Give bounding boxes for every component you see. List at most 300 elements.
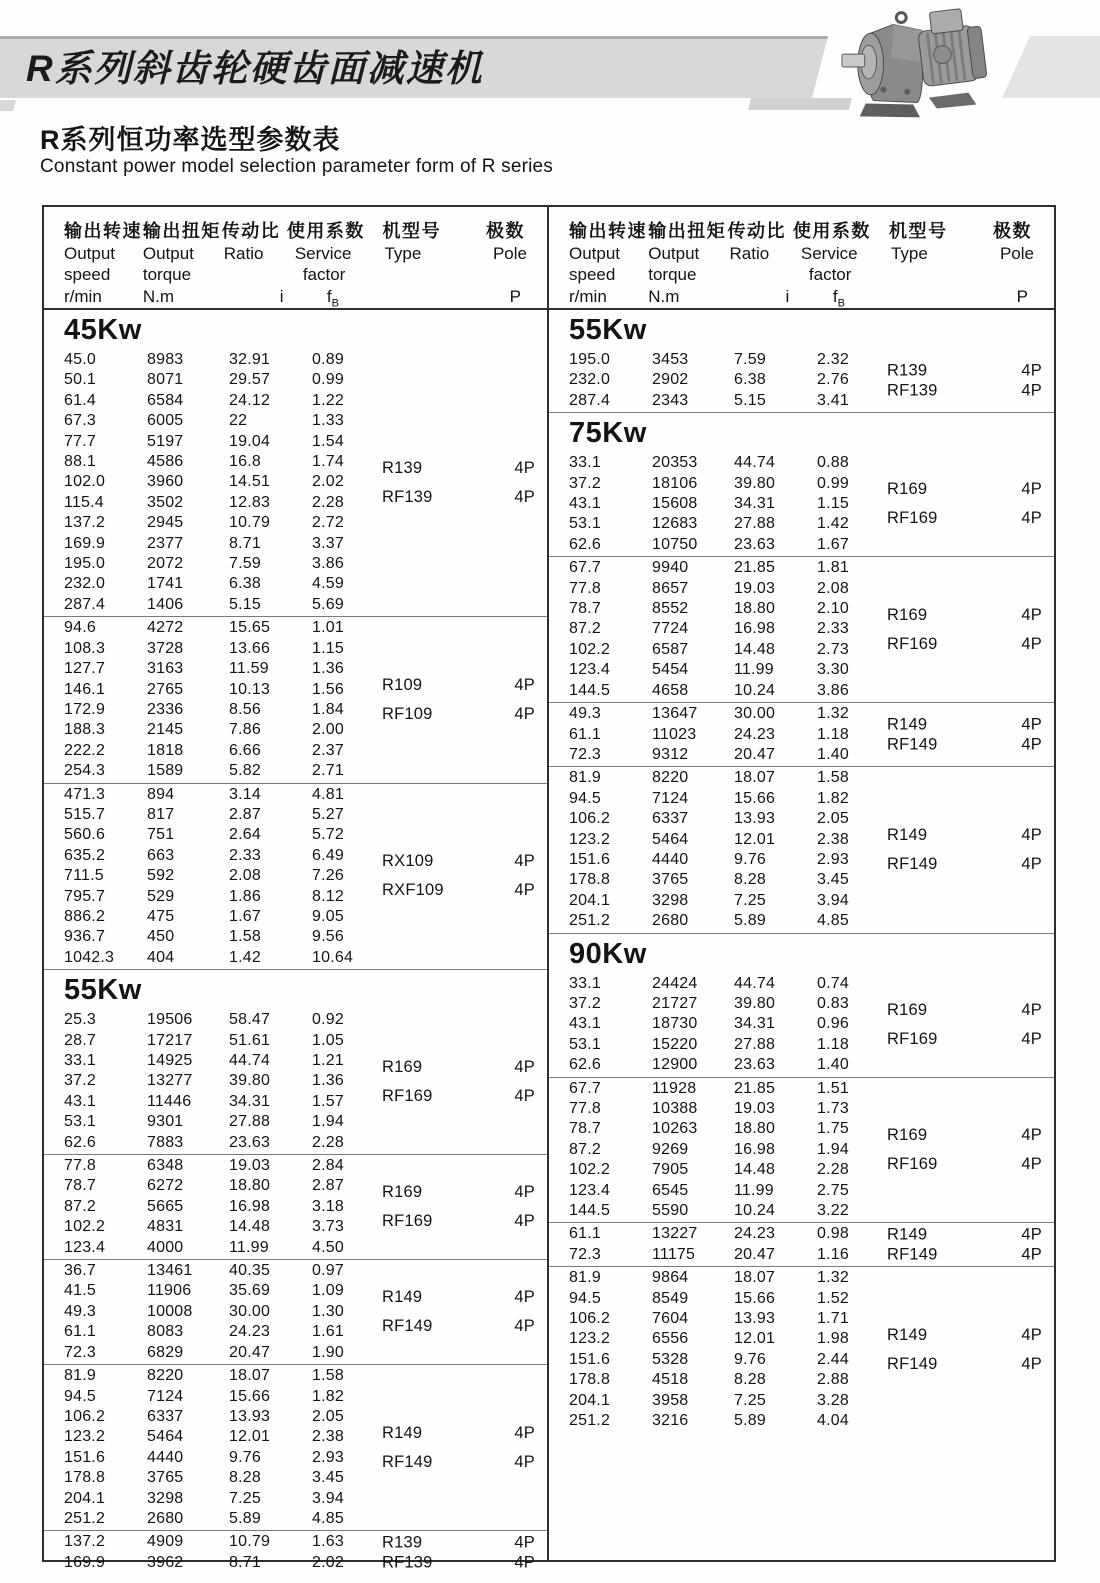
table-row [64,1489,547,1509]
service-factor-value: 3.22 [817,1202,849,1220]
output-speed-value: 127.7 [64,660,106,678]
output-speed-value: 102.2 [64,1218,106,1236]
ratio-value: 15.66 [734,789,776,807]
ratio-value: 23.63 [229,1133,271,1151]
service-factor-value: 3.86 [817,681,849,699]
data-block [549,1223,1054,1267]
table-row [569,911,1054,931]
output-torque-value: 9312 [652,745,689,763]
output-torque-value: 6337 [147,1407,184,1425]
output-torque-value: 8083 [147,1323,184,1341]
output-torque-value: 7604 [652,1310,689,1328]
table-row [569,789,1054,809]
header-service-factor [287,219,383,308]
header-zh: 输出扭矩 [142,221,221,241]
pole-count: 4P [514,881,535,900]
service-factor-value: 0.97 [312,1262,344,1280]
type-pole-labels [382,671,535,729]
ratio-value: 12.01 [229,1428,271,1446]
output-speed-value: 178.8 [569,1371,611,1389]
output-speed-value: 77.8 [569,1100,601,1117]
service-factor-value: 10.64 [312,948,354,966]
deco-parallelogram-right [1002,36,1100,98]
output-speed-value: 62.6 [569,535,601,553]
ratio-value: 11.99 [734,1181,774,1199]
output-torque-value: 21727 [652,994,698,1012]
output-speed-value: 251.2 [64,1509,106,1527]
service-factor-value: 1.54 [312,432,344,450]
header-unit: N.m [648,287,680,306]
type-pole-row [887,381,1042,401]
ratio-value: 5.89 [734,1412,766,1430]
type-pole-labels [887,996,1042,1054]
type-pole-labels [382,454,535,512]
service-factor-value: 2.38 [817,830,849,848]
model-type: RF149 [382,1452,433,1471]
table-row [64,432,547,452]
service-factor-value: 1.33 [312,412,344,430]
pole-count: 4P [514,458,535,477]
service-factor-value: 2.08 [817,579,849,597]
output-torque-value: 6587 [652,640,689,658]
service-factor-value: 1.58 [312,1367,344,1385]
model-type: R169 [887,1000,928,1019]
output-torque-value: 2377 [147,534,184,552]
service-factor-value: 1.82 [312,1387,344,1405]
table-row [64,350,547,370]
output-torque-value: 2680 [652,912,689,930]
model-type: R169 [887,1126,928,1145]
type-pole-labels [887,1121,1042,1179]
gear-motor-illustration [838,2,1006,127]
table-row [64,1112,547,1132]
header-zh: 使用系数 [792,221,871,241]
output-speed-value: 204.1 [64,1489,106,1507]
header-en: Type [890,244,928,263]
output-speed-value: 287.4 [64,595,106,613]
output-torque-value: 4440 [652,850,689,868]
table-row [64,1133,547,1153]
pole-count: 4P [1021,1245,1042,1264]
header-output-torque [143,219,222,308]
model-type: RF169 [887,1029,938,1048]
output-speed-value: 28.7 [64,1031,96,1049]
table-row [64,534,547,554]
ratio-value: 8.71 [229,1553,261,1571]
output-torque-value: 7883 [147,1133,184,1151]
header-en: Ratio [223,244,264,263]
output-speed-value: 178.8 [64,1469,106,1487]
service-factor-value: 0.88 [817,454,849,472]
output-speed-value: 172.9 [64,700,106,718]
output-speed-value: 151.6 [569,1350,611,1368]
output-torque-value: 6545 [652,1181,689,1199]
header-en: Ratio [729,244,770,263]
output-speed-value: 144.5 [569,681,611,699]
service-factor-value: 2.10 [817,600,849,618]
table-row [64,1261,547,1281]
type-pole-row [887,1350,1042,1379]
output-torque-value: 17217 [147,1031,193,1049]
table-row [64,1343,547,1363]
ratio-value: 5.82 [229,762,261,780]
ratio-value: 18.80 [734,600,776,618]
service-factor-value: 3.86 [312,555,344,573]
output-torque-value: 19506 [147,1011,193,1029]
pole-count: 4P [514,1212,535,1231]
table-row [569,1079,1054,1099]
pole-count: 4P [1021,361,1042,380]
type-pole-labels [382,1178,535,1236]
output-torque-value: 2765 [147,680,184,698]
ratio-value: 13.93 [229,1407,271,1425]
output-torque-value: 11928 [652,1079,697,1097]
ratio-value: 14.48 [229,1218,271,1236]
banner-tail-strip [748,98,852,110]
service-factor-value: 1.67 [817,535,849,553]
output-speed-value: 137.2 [64,1533,106,1551]
output-speed-value: 61.1 [569,1225,601,1243]
service-factor-value: 2.93 [817,850,849,868]
output-speed-value: 81.9 [569,769,601,787]
type-pole-row [382,1419,535,1448]
table-row [64,1387,547,1407]
model-type: R149 [887,715,928,734]
header-output-speed [569,219,648,308]
header-en: Pole [999,244,1034,263]
ratio-value: 7.25 [734,891,766,909]
output-torque-value: 3960 [147,473,184,491]
service-factor-value: 1.01 [312,619,344,637]
model-type: RF149 [887,1245,938,1264]
type-pole-labels [382,1053,535,1111]
service-factor-value: 1.36 [312,660,344,678]
output-torque-value: 9940 [652,559,689,577]
output-speed-value: 87.2 [64,1197,96,1215]
ratio-value: 15.66 [734,1289,776,1307]
output-torque-value: 3216 [652,1412,689,1430]
model-type: RF139 [887,381,938,400]
service-factor-value: 1.61 [312,1323,344,1341]
type-pole-row [887,1321,1042,1350]
pole-count: 4P [514,487,535,506]
header-en: Output [142,244,194,263]
ratio-value: 7.59 [229,555,261,573]
table-row [569,1099,1054,1119]
service-factor-value: 0.89 [312,351,344,368]
service-factor-value: 1.36 [312,1072,344,1090]
ratio-value: 10.24 [734,681,776,699]
output-speed-value: 251.2 [569,1412,611,1430]
model-type: RF169 [887,509,938,528]
service-factor-value: 1.09 [312,1282,344,1300]
ratio-value: 13.93 [734,1310,776,1328]
type-pole-row [887,360,1042,380]
output-speed-value: 151.6 [569,850,611,868]
output-speed-value: 251.2 [569,912,611,930]
type-pole-row [887,1245,1042,1265]
header-zh: 机型号 [888,221,948,241]
type-pole-labels [887,714,1042,755]
output-speed-value: 43.1 [569,1015,601,1033]
output-speed-value: 1042.3 [64,948,115,966]
output-speed-value: 471.3 [64,785,106,803]
service-factor-value: 1.16 [817,1245,849,1263]
model-type: RF169 [382,1212,433,1231]
output-speed-value: 94.5 [64,1387,96,1405]
service-factor-value: 2.02 [312,1553,344,1571]
output-speed-value: 151.6 [64,1448,106,1466]
header-zh: 机型号 [382,221,441,241]
model-type: RF109 [382,704,433,723]
service-factor-value: 4.04 [817,1412,849,1430]
output-torque-value: 475 [147,907,175,925]
service-factor-value: 2.44 [817,1350,849,1368]
data-block [44,349,547,617]
table-row [569,1391,1054,1411]
ratio-value: 7.25 [734,1391,766,1409]
output-torque-value: 10388 [652,1100,698,1117]
banner-title: R系列斜齿轮硬齿面减速机 [26,48,484,89]
ratio-value: 5.89 [229,1509,261,1527]
data-block [549,452,1054,557]
table-row [64,948,547,968]
output-torque-value: 6348 [147,1157,184,1175]
table-right-half [549,207,1054,1560]
service-factor-value: 1.21 [312,1052,344,1069]
output-speed-value: 795.7 [64,887,106,905]
output-torque-value: 6005 [147,412,184,430]
header-en: Output [569,244,621,263]
ratio-value: 5.15 [229,595,261,613]
service-factor-value: 1.94 [817,1140,849,1158]
section-title: R系列恒功率选型参数表 [40,125,341,155]
pole-count: 4P [1021,509,1042,528]
table-row [569,891,1054,911]
output-torque-value: 8983 [147,351,184,368]
table-body-right [549,310,1054,1560]
service-factor-value: 1.58 [817,769,849,787]
ratio-value: 7.86 [229,721,261,739]
ratio-value: 51.61 [229,1031,271,1049]
output-speed-value: 144.5 [569,1202,611,1220]
ratio-value: 16.98 [734,1140,776,1158]
service-factor-value: 6.49 [312,846,344,864]
data-block [44,1365,547,1531]
type-pole-labels [887,601,1042,659]
ratio-value: 34.31 [229,1092,271,1110]
service-factor-value: 9.05 [312,907,344,925]
table-row [64,411,547,431]
output-torque-value: 450 [147,928,175,946]
output-torque-value: 7124 [652,789,689,807]
service-factor-value: 0.96 [817,1015,849,1033]
output-speed-value: 67.7 [569,559,601,577]
type-pole-row [382,1053,535,1082]
ratio-value: 24.23 [734,1225,776,1243]
table-row [569,1201,1054,1221]
header-zh: 极数 [486,221,525,241]
service-factor-value: 1.32 [817,705,849,723]
model-type: RF139 [382,487,433,506]
ratio-value: 24.23 [734,725,776,743]
output-speed-value: 102.2 [569,1161,611,1179]
output-speed-value: 62.6 [64,1133,96,1151]
table-row [569,1268,1054,1288]
factor-symbol: f [326,287,332,306]
ratio-value: 30.00 [734,705,776,723]
pole-count: 4P [514,852,535,871]
table-row [569,579,1054,599]
model-type: R169 [382,1057,423,1076]
output-speed-value: 94.6 [64,619,96,637]
data-block [44,1009,547,1155]
type-pole-row [887,1025,1042,1054]
output-speed-value: 178.8 [569,871,611,889]
table-row [64,805,547,825]
output-speed-value: 106.2 [569,1310,611,1328]
ratio-value: 44.74 [734,454,776,472]
header-ratio [222,219,287,308]
service-factor-value: 2.93 [312,1448,344,1466]
table-row [64,1509,547,1529]
ratio-value: 8.28 [734,1371,766,1389]
service-factor-value: 1.57 [312,1092,344,1110]
type-pole-row [382,454,535,483]
output-speed-value: 77.8 [569,579,601,597]
ratio-value: 8.56 [229,700,261,718]
output-torque-value: 2072 [147,555,184,573]
service-factor-value: 3.94 [817,891,849,909]
ratio-value: 24.12 [229,391,271,409]
type-pole-labels [887,821,1042,879]
service-factor-value: 1.94 [312,1113,344,1131]
model-type: R139 [382,1533,423,1552]
table-row [64,574,547,594]
table-row [64,825,547,845]
type-pole-row [382,876,535,905]
pole-count: 4P [1021,634,1042,653]
model-type: RF149 [382,1317,433,1336]
pole-count: 4P [514,704,535,723]
ratio-value: 20.47 [229,1343,271,1361]
service-factor-value: 4.81 [312,785,344,803]
output-torque-value: 10008 [147,1302,193,1320]
table-row [569,1289,1054,1309]
header-output-speed [64,219,143,308]
output-torque-value: 592 [147,867,175,885]
output-speed-value: 232.0 [64,575,106,593]
type-pole-row [382,1532,535,1552]
output-torque-value: 7724 [652,620,689,638]
output-torque-value: 11446 [147,1092,192,1110]
service-factor-value: 2.75 [817,1181,849,1199]
ratio-value: 21.85 [734,1079,776,1097]
model-type: RF169 [887,1155,938,1174]
output-torque-value: 8657 [652,579,689,597]
type-pole-row [887,850,1042,879]
output-torque-value: 3765 [147,1469,184,1487]
output-speed-value: 115.4 [64,493,104,511]
output-speed-value: 37.2 [569,994,601,1012]
output-torque-value: 3453 [652,351,689,368]
ratio-value: 44.74 [229,1052,271,1069]
data-block [549,1078,1054,1224]
service-factor-value: 5.27 [312,805,344,823]
service-factor-value: 2.37 [312,741,344,759]
type-pole-labels [382,1283,535,1341]
service-factor-value: 3.45 [817,871,849,889]
type-pole-labels [887,475,1042,533]
output-torque-value: 5464 [147,1428,184,1446]
ratio-value: 34.31 [734,495,776,513]
service-factor-value: 2.33 [817,620,849,638]
ratio-value: 24.23 [229,1323,271,1341]
section-subtitle: Constant power model selection parameter form of R series [40,156,554,177]
output-torque-value: 4000 [147,1238,184,1256]
ratio-value: 8.28 [229,1469,261,1487]
output-torque-value: 3298 [147,1489,184,1507]
header-en: torque [648,265,697,284]
output-torque-value: 663 [147,846,175,864]
header-zh: 极数 [993,221,1032,241]
model-type: R109 [382,675,423,694]
service-factor-value: 0.83 [817,994,849,1012]
service-factor-value: 3.41 [817,391,849,409]
header-service-factor [793,219,889,308]
header-pole [993,219,1054,308]
service-factor-value: 2.32 [817,351,849,368]
ratio-value: 1.86 [229,887,261,905]
ratio-value: 15.66 [229,1387,271,1405]
table-row [64,513,547,533]
output-torque-value: 5590 [652,1202,689,1220]
ratio-value: 2.64 [229,826,261,844]
type-pole-row [382,671,535,700]
output-torque-value: 817 [147,805,175,823]
pole-count: 4P [1021,735,1042,754]
ratio-value: 6.38 [734,371,766,389]
table-row [64,785,547,805]
output-torque-value: 10750 [652,535,698,553]
pole-count: 4P [1021,1155,1042,1174]
type-pole-row [887,714,1042,734]
pole-count: 4P [1021,480,1042,499]
table-row [64,639,547,659]
output-speed-value: 204.1 [569,1391,611,1409]
output-speed-value: 49.3 [569,705,601,723]
header-unit: i [785,287,790,306]
ratio-value: 32.91 [229,351,271,368]
service-factor-value: 3.45 [312,1469,344,1487]
output-speed-value: 33.1 [569,454,601,472]
output-torque-value: 12900 [652,1056,698,1074]
type-pole-labels [382,1532,535,1573]
ratio-value: 10.24 [734,1202,776,1220]
output-speed-value: 62.6 [569,1056,601,1074]
ratio-value: 2.08 [229,867,261,885]
table-row [569,681,1054,701]
data-block [44,1531,547,1574]
type-pole-row [887,1150,1042,1179]
service-factor-value: 2.05 [817,810,849,828]
output-speed-value: 81.9 [569,1269,601,1287]
service-factor-value: 4.85 [312,1509,344,1527]
output-torque-value: 10263 [652,1120,698,1138]
ratio-value: 6.66 [229,741,261,759]
output-torque-value: 2680 [147,1509,184,1527]
service-factor-value: 2.76 [817,371,849,389]
